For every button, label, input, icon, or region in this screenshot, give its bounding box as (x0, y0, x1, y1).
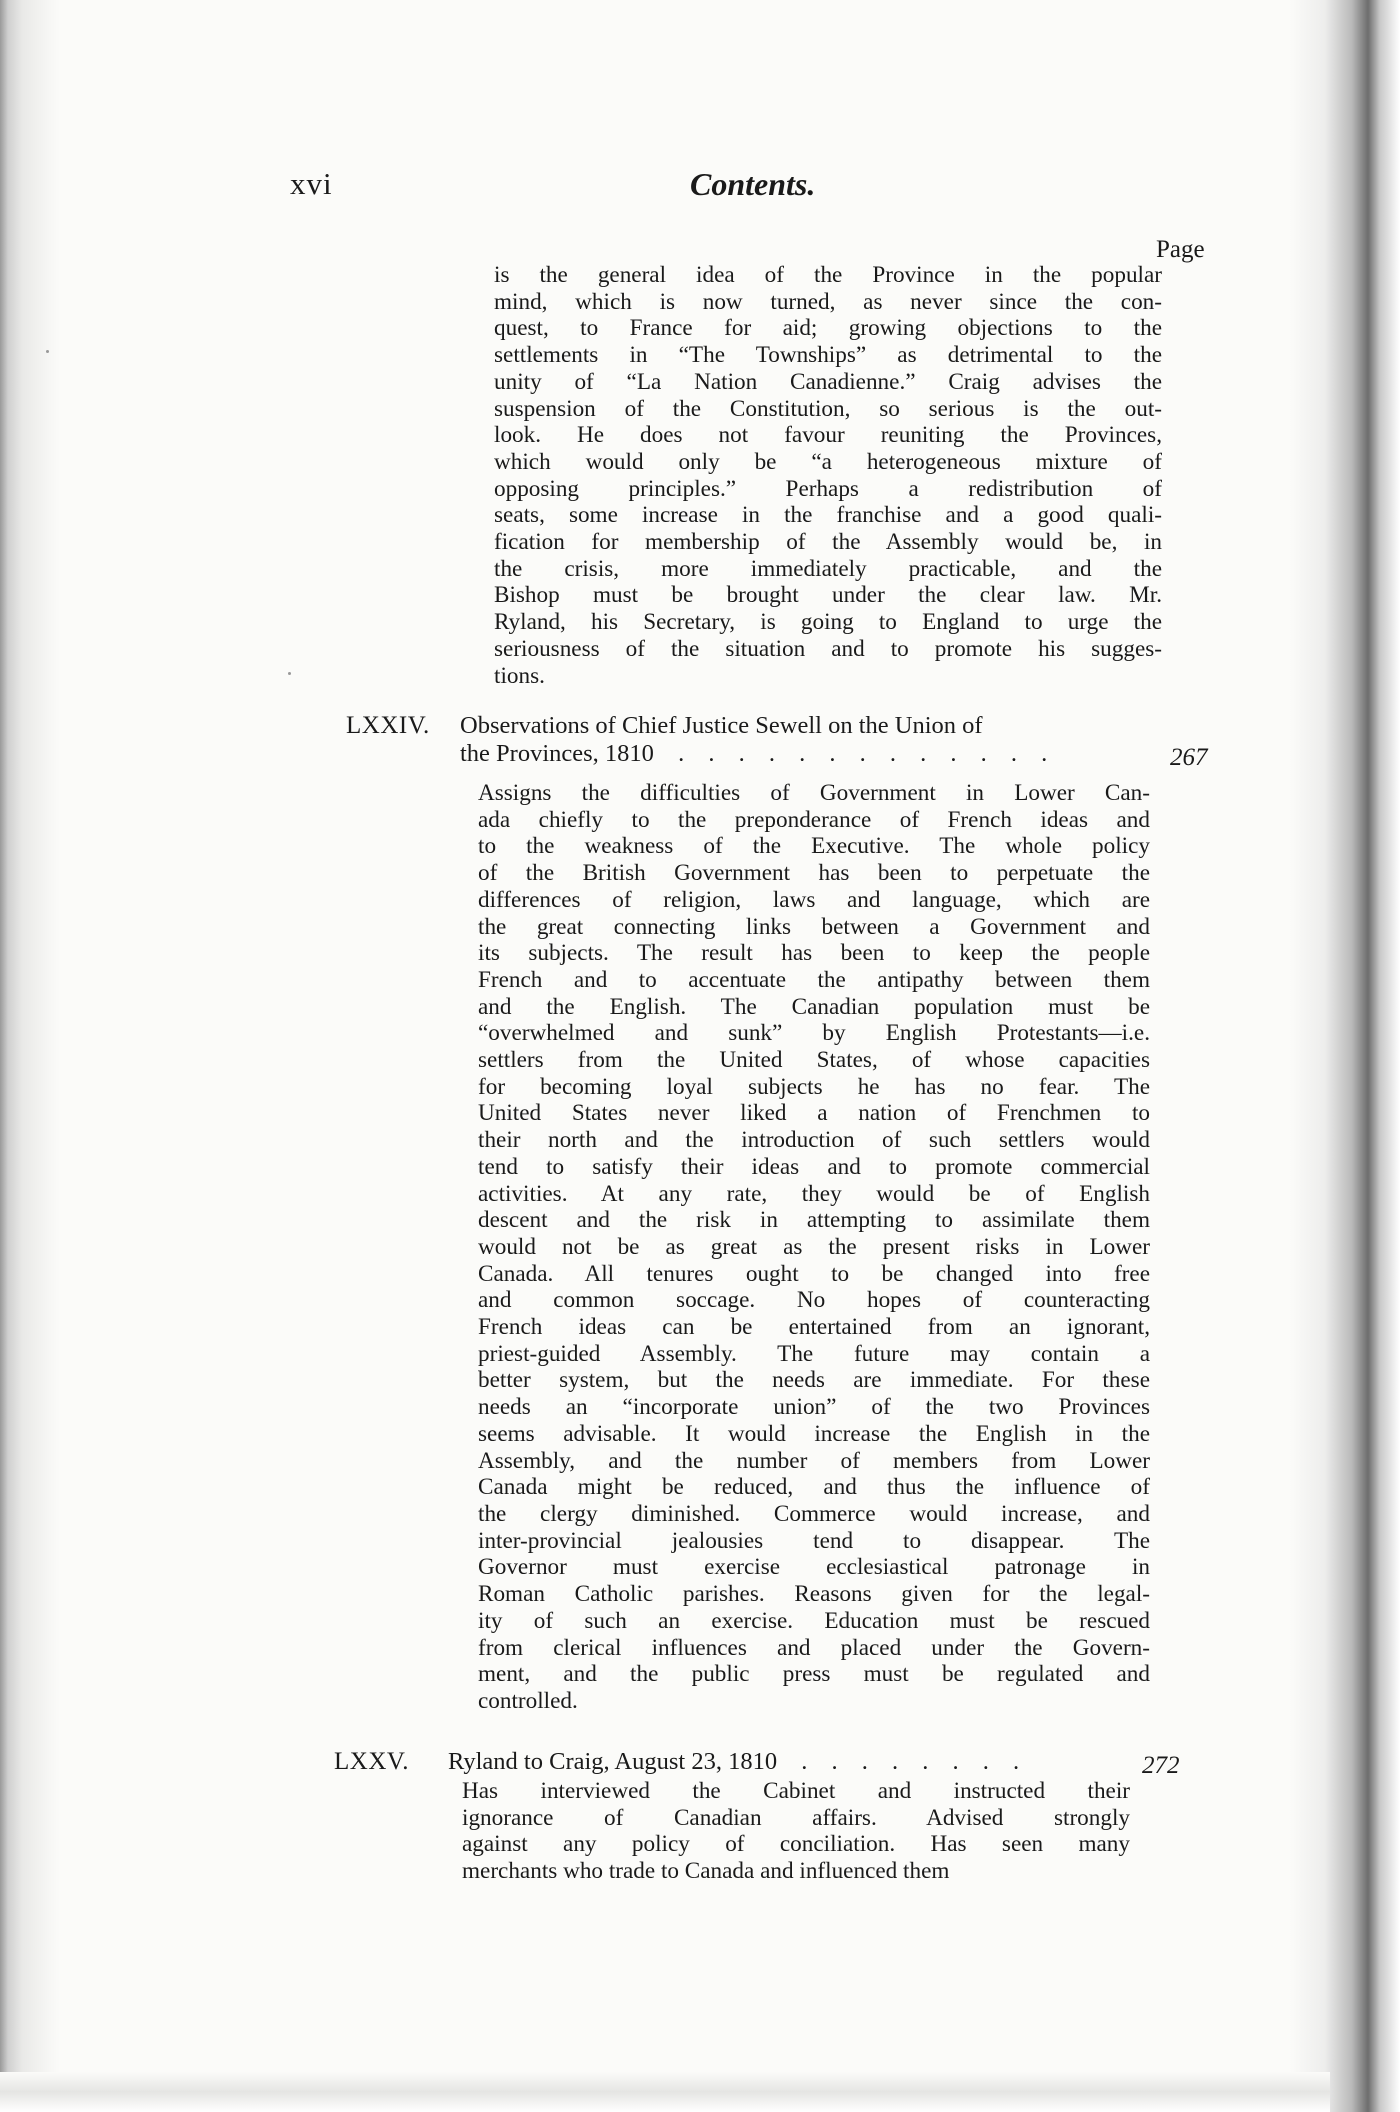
summary-line: better system, but the needs are immediate. For these (478, 1367, 1150, 1394)
summary-line: against any policy of conciliation. Has seen many (462, 1831, 1130, 1858)
summary-line: quest, to France for aid; growing objections to the (494, 315, 1162, 342)
summary-line: merchants who trade to Canada and influenced them (462, 1858, 950, 1885)
summary-line: mind, which is now turned, as never since the con- (494, 288, 1162, 315)
entry-numeral: LXXIV. (346, 712, 430, 739)
summary-line: for becoming loyal subjects he has no fear. The (478, 1073, 1150, 1100)
summary-line: descent and the risk in attempting to assimilate them (478, 1207, 1150, 1234)
summary-line: look. He does not favour reuniting the Provinces, (494, 422, 1162, 449)
running-title: Contents. (690, 166, 816, 202)
page-folio: xvi (290, 166, 333, 201)
summary-line: tions. (494, 662, 545, 689)
summary-line: of the British Government has been to perpetuate the (478, 860, 1150, 887)
summary-line: seats, some increase in the franchise and a good quali- (494, 502, 1162, 529)
summary-line: Assembly, and the number of members from Lower (478, 1447, 1150, 1474)
summary-line: French and to accentuate the antipathy between them (478, 966, 1150, 993)
summary-line: its subjects. The result has been to keep the people (478, 940, 1150, 967)
entry-title-continued (460, 740, 1056, 768)
summary-line: Roman Catholic parishes. Reasons given for the legal- (478, 1581, 1150, 1608)
summary-line: settlements in “The Townships” as detrimental to the (494, 342, 1162, 369)
summary-line: tend to satisfy their ideas and to promote commercial (478, 1153, 1150, 1180)
summary-line: Has interviewed the Cabinet and instructed their (462, 1778, 1130, 1804)
entry-summary (462, 1778, 1130, 1885)
summary-line: activities. At any rate, they would be of English (478, 1180, 1150, 1207)
paper-speck (288, 672, 291, 675)
summary-line: and the English. The Canadian population must be (478, 993, 1150, 1020)
summary-line: ment, and the public press must be regulated and (478, 1661, 1150, 1688)
summary-line: the great connecting links between a Government and (478, 913, 1150, 940)
summary-line: unity of “La Nation Canadienne.” Craig advises the (494, 368, 1162, 395)
summary-line: ignorance of Canadian affairs. Advised strongly (462, 1804, 1130, 1831)
summary-line: French ideas can be entertained from an ignorant, (478, 1314, 1150, 1341)
summary-line: priest-guided Assembly. The future may contain a (478, 1340, 1150, 1367)
summary-line: seriousness of the situation and to promote his sugges- (494, 635, 1162, 662)
summary-line: “overwhelmed and sunk” by English Protestants—i.e. (478, 1020, 1150, 1047)
summary-line: is the general idea of the Province in the popular (494, 262, 1162, 288)
summary-line: and common soccage. No hopes of counteracting (478, 1287, 1150, 1314)
continued-summary (494, 262, 1162, 689)
dot-leader: . . . . . . . . . . . . . (678, 740, 1057, 767)
paper-speck (46, 350, 49, 353)
summary-line: seems advisable. It would increase the English in the (478, 1420, 1150, 1447)
entry-summary (478, 780, 1150, 1715)
summary-line: opposing principles.” Perhaps a redistribution of (494, 475, 1162, 502)
dot-leader: . . . . . . . . (801, 1748, 1029, 1775)
entry-title-line2: the Provinces, 1810 (460, 740, 654, 767)
summary-line: would not be as great as the present risks in Lower (478, 1233, 1150, 1260)
summary-line: Ryland, his Secretary, is going to England to urge the (494, 609, 1162, 636)
summary-line: the crisis, more immediately practicable, and the (494, 555, 1162, 582)
page-column-label: Page (1156, 236, 1205, 263)
entry-title-line1: Ryland to Craig, August 23, 1810 (448, 1748, 778, 1775)
summary-line: from clerical influences and placed under the Govern- (478, 1634, 1150, 1661)
summary-line: differences of religion, laws and language, which are (478, 886, 1150, 913)
page-header (0, 166, 1400, 214)
summary-line: ada chiefly to the preponderance of French ideas and (478, 806, 1150, 833)
summary-line: settlers from the United States, of whose capacities (478, 1047, 1150, 1074)
summary-line: the clergy diminished. Commerce would increase, and (478, 1500, 1150, 1527)
summary-line: inter-provincial jealousies tend to disappear. The (478, 1527, 1150, 1554)
summary-line: suspension of the Constitution, so serious is the out- (494, 395, 1162, 422)
entry-numeral: LXXV. (334, 1748, 409, 1775)
summary-line: ity of such an exercise. Education must be rescued (478, 1607, 1150, 1634)
summary-line: which would only be “a heterogeneous mixture of (494, 448, 1162, 475)
summary-line: needs an “incorporate union” of the two Provinces (478, 1394, 1150, 1421)
summary-line: Assigns the difficulties of Government in Lower Can- (478, 780, 1150, 806)
entry-page-number: 267 (1170, 744, 1208, 771)
summary-line: United States never liked a nation of Frenchmen to (478, 1100, 1150, 1127)
entry-title: Observations of Chief Justice Sewell on the Union of (460, 712, 983, 739)
entry-page-number: 272 (1142, 1752, 1180, 1779)
summary-line: controlled. (478, 1687, 578, 1714)
summary-line: Bishop must be brought under the clear law. Mr. (494, 582, 1162, 609)
summary-line: to the weakness of the Executive. The whole policy (478, 833, 1150, 860)
entry-title (448, 1748, 1028, 1776)
page-bottom-edge (0, 2072, 1330, 2112)
summary-line: Canada might be reduced, and thus the influence of (478, 1474, 1150, 1501)
summary-line: Canada. All tenures ought to be changed into free (478, 1260, 1150, 1287)
summary-line: their north and the introduction of such settlers would (478, 1127, 1150, 1154)
page-gutter-shadow (0, 0, 60, 2112)
page-edge-shadow (1290, 0, 1400, 2112)
summary-line: Governor must exercise ecclesiastical patronage in (478, 1554, 1150, 1581)
summary-line: fication for membership of the Assembly would be, in (494, 529, 1162, 556)
